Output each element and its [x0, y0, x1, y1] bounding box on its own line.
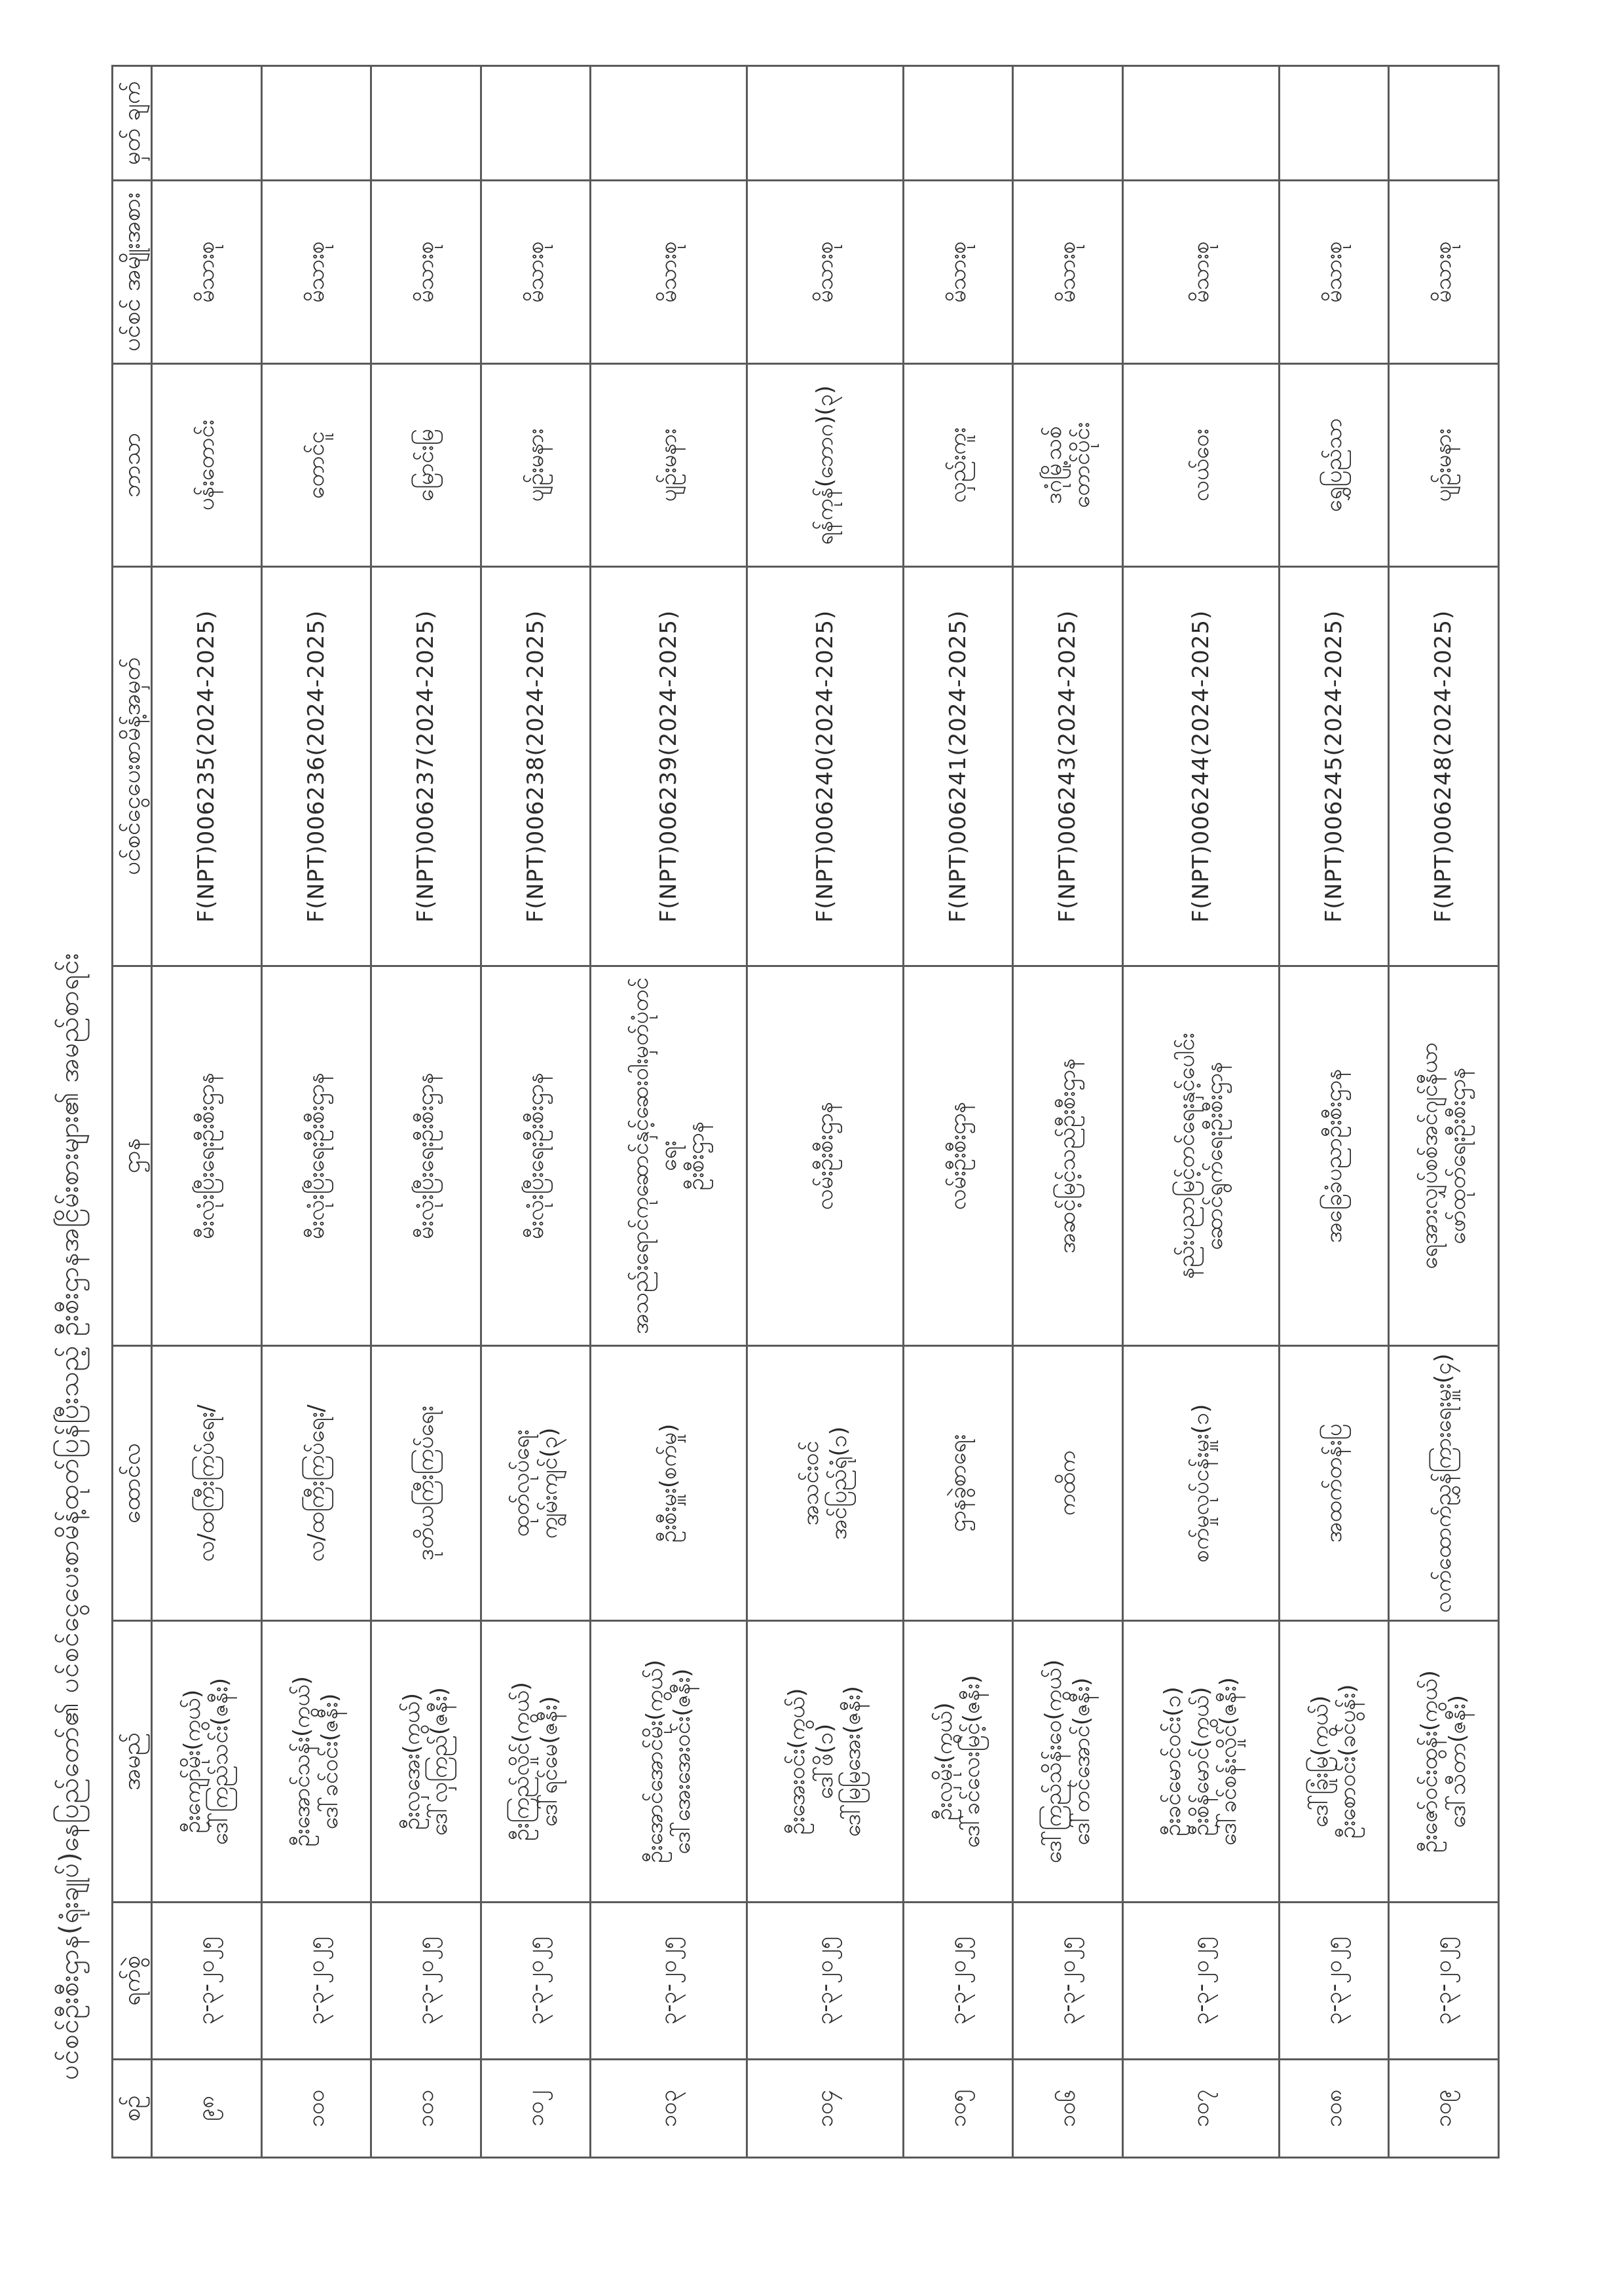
cell-town: ပျဉ်းမနား [1389, 364, 1499, 567]
header-date: ရက်စွဲ [113, 1903, 152, 2060]
cell-remark [903, 66, 1013, 181]
cell-name-line: ဦးဇော်ဝင်းထွန်း(ကွယ်) [1416, 1670, 1443, 1853]
cell-position-line: အင်ပြည်ရုံ(၁) [825, 1426, 852, 1540]
cell-category: မိသားစု [481, 181, 591, 364]
cell-name [261, 1621, 371, 1903]
cell-name-line: ဦးအောင်အောင်မိုး(ကွယ်) [641, 1660, 668, 1863]
cell-department-line: ဦးစီးဌာန [683, 1121, 710, 1191]
cell-date: ၃-၃-၂၀၂၅ [1389, 1903, 1499, 2060]
cell-date: ၃-၃-၂၀၂၅ [591, 1903, 747, 2060]
table-row [747, 66, 904, 2158]
cell-no: ၁၀၇ [1122, 2060, 1279, 2158]
table-header-row [113, 66, 152, 2158]
header-remark: မှတ် ချက် [113, 66, 152, 181]
cell-name [1122, 1621, 1279, 1903]
cell-reg-number: F(NPT)006244(2024-2025) [1122, 567, 1279, 966]
cell-department: အဆင့်မြင့်သည်ဦးစီးဌာန [1013, 966, 1123, 1346]
cell-reg-number: F(NPT)006245(2024-2025) [1279, 567, 1389, 966]
table-row [261, 66, 371, 2158]
cell-position: ဒုတိယကြီးကြပ်ရေး [371, 1346, 481, 1621]
cell-category: မိသားစု [591, 181, 747, 364]
table-row [481, 66, 591, 2158]
table-row [1389, 66, 1499, 2158]
cell-position: လက်ထောက်ညွှန်ကြားရေးမှူး(၄) [1389, 1346, 1499, 1621]
cell-remark [152, 66, 262, 181]
cell-category: မိသားစု [1389, 181, 1499, 364]
table-row [371, 66, 481, 2158]
cell-category: မိသားစု [371, 181, 481, 364]
cell-no: ၁၀၃ [591, 2060, 747, 2158]
cell-no: ၁၀၅ [903, 2060, 1013, 2158]
cell-remark [371, 66, 481, 181]
cell-position: လ/ထကြီးကြပ်ရေး/ [261, 1346, 371, 1621]
cell-town-line: တောင်ပိုင်း [1068, 422, 1095, 509]
cell-position: ကထိက [1013, 1346, 1123, 1621]
header-reg-number: ပင်စင်ငွေပေးစာမိန့်အမှတ် [113, 567, 152, 966]
cell-department: လမ်းဦးစီးဌာန [747, 966, 904, 1346]
cell-reg-number: F(NPT)006236(2024-2025) [261, 567, 371, 966]
cell-name-line: ဦးစောဝင်း(ခင်ပွန်း) [1335, 1684, 1361, 1839]
cell-category: မိသားစု [1279, 181, 1389, 364]
cell-name-line: ဒေါ်ဖိ(၁) [811, 1723, 838, 1800]
cell-name [1013, 1621, 1123, 1903]
cell-date: ၃-၃-၂၀၂၅ [1013, 1903, 1123, 2060]
cell-name-line: ဒေါ်ခင်ဝင်း(ဇနီး) [316, 1693, 343, 1830]
cell-remark [481, 66, 591, 181]
cell-category: မိသားစု [261, 181, 371, 364]
cell-date: ၃-၃-၂၀၂၅ [903, 1903, 1013, 2060]
cell-name [152, 1621, 262, 1903]
cell-name-line: ဦးအောင်သန်း(ကွယ်) [289, 1676, 316, 1847]
table-row [903, 66, 1013, 2158]
cell-no: ၁၀၆ [1013, 2060, 1123, 2158]
cell-position: ဌာနခွဲစာရေး [903, 1346, 1013, 1621]
cell-town: ရန်ကုန်(ဘောဂ)(၃) [747, 364, 904, 567]
cell-position-line: အသင်းဝင် [798, 1440, 824, 1526]
cell-town: မြောင်းမြ [371, 364, 481, 567]
cell-department-line: ဖော်ထုတ်ရေးဦးစီးဌာန [1444, 1067, 1471, 1245]
cell-name-line: ဒေါ်သီတာ(ဇနီး) [1444, 1694, 1471, 1829]
cell-remark [1122, 66, 1279, 181]
cell-town [1013, 364, 1123, 567]
table-row [152, 66, 262, 2158]
cell-reg-number: F(NPT)006237(2024-2025) [371, 567, 481, 966]
cell-name-line: ဦးလှအေး(ကွယ်) [398, 1692, 425, 1831]
cell-town: ရွှေပြည်သာ [1279, 364, 1389, 567]
cell-no: ၁၀၈ [1279, 2060, 1389, 2158]
cell-date: ၃-၃-၂၀၂၅ [152, 1903, 262, 2060]
cell-name-line: ဒေါ်ခင်စန်းလှိုင်(ဇနီး) [1215, 1677, 1242, 1846]
cell-name [903, 1621, 1013, 1903]
cell-department [1122, 966, 1279, 1346]
table-body [152, 66, 1499, 2158]
cell-department: အခြေခံပညာဦးစီးဌာန [1279, 966, 1389, 1346]
cell-position: အထက်တန်းပြ [1279, 1346, 1389, 1621]
cell-remark [261, 66, 371, 181]
cell-reg-number: F(NPT)006241(2024-2025) [903, 567, 1013, 966]
cell-date: ၃-၃-၂၀၂၅ [1122, 1903, 1279, 2060]
cell-reg-number: F(NPT)006238(2024-2025) [481, 567, 591, 966]
table-row [1122, 66, 1279, 2158]
cell-department-line: နည်းပညာမြင့်တင်ရေးနှင့်ပေါင်း [1173, 1032, 1200, 1279]
header-town: ဘာသာ [113, 364, 152, 567]
cell-position: လ/ထကြီးကြပ်ရေး/ [152, 1346, 262, 1621]
cell-remark [1279, 66, 1389, 181]
document-title: ပင်စင်ဦးစီးဌာန(ရုံးချုပ်)နေပြည်တော်၏ ပင်စင်ငွေပေးစာမိန့်ထုတ်ပြန်ပြီးသည့် ဦးစီးဌာနအငြိမ်းစားများ၏ အမည်စာရင်း [54, 953, 84, 2080]
cell-date: ၃-၃-၂၀၂၅ [1279, 1903, 1389, 2060]
cell-department: လမ်းဦးစီးဌာန [903, 966, 1013, 1346]
cell-name-line: ဒေါ်အေးအေးဝင်း(ဇနီး) [669, 1668, 696, 1855]
cell-name [591, 1621, 747, 1903]
cell-remark [747, 66, 904, 181]
cell-no: ၁၀၁ [371, 2060, 481, 2158]
cell-reg-number: F(NPT)006239(2024-2025) [591, 567, 747, 966]
cell-category: မိသားစု [903, 181, 1013, 364]
cell-name-line: ဒေါ်ရင်မေ(ဇနီး) [536, 1696, 563, 1827]
cell-position: ဦးစီးမှူး(စက်မှု) [591, 1346, 747, 1621]
cell-department: မီးလုံးပြီးရေးဦးစီးဌာန [261, 966, 371, 1346]
cell-remark [1013, 66, 1123, 181]
cell-position [747, 1346, 904, 1621]
cell-name-line: ဒေါ်လှကြည်(ဇနီး) [426, 1687, 453, 1836]
cell-town: ပျဉ်းမနား [481, 364, 591, 567]
cell-name [1279, 1621, 1389, 1903]
cell-position: စက်မှုလုပ်ငန်းမှူး(၁) [1122, 1346, 1279, 1621]
cell-town: ပန်းတောင်း [152, 364, 262, 567]
cell-town-line: ဒဂုံမြို့သစ် [1041, 426, 1067, 505]
cell-date: ၃-၃-၂၀၂၅ [371, 1903, 481, 2060]
cell-remark [591, 66, 747, 181]
cell-name-line: ဒေါ်ခင်လေးမြင့်(ဇနီး) [959, 1675, 986, 1848]
table-row [591, 66, 747, 2158]
cell-name-line: ဦးခင်မောင်ဝင်း(၁) [1160, 1686, 1187, 1836]
cell-name-line: ဒေါ်ကြည်သင်း(ဇနီး) [207, 1677, 234, 1846]
cell-name [747, 1621, 904, 1903]
header-no: စဉ် [113, 2060, 152, 2158]
header-department: ဌာန [113, 966, 152, 1346]
cell-name-line: ဦးကျော်မိုး(ကွယ်) [179, 1689, 206, 1834]
cell-name-line: ဒေါ်ခြုံးမြ(ကွယ်) [1306, 1695, 1333, 1828]
cell-name-line: ဦးစိန်မောင်(ကွယ်) [1187, 1686, 1214, 1836]
cell-reg-number: F(NPT)006235(2024-2025) [152, 567, 262, 966]
cell-town: လယ်ဝေး [1122, 364, 1279, 567]
cell-town: ပျဉ်းမနား [591, 364, 747, 567]
cell-department-line: အသည်းရောင်ကုဆောင်နှင့်ဆေးဝါးမှတ်ပုံတင်ရေး [627, 977, 682, 1335]
cell-category: မိသားစု [152, 181, 262, 364]
cell-department [1389, 966, 1499, 1346]
cell-category: မိသားစု [747, 181, 904, 364]
pension-table [111, 65, 1500, 2159]
cell-name-line: ဒေါ်ကြည်သိန်းဝေ(ကွယ်) [1041, 1659, 1067, 1864]
cell-date: ၃-၃-၂၀၂၅ [747, 1903, 904, 2060]
cell-department: မီးလုံးပြီးရေးဦးစီးဌာန [152, 966, 262, 1346]
table-row [1279, 66, 1389, 2158]
cell-name-line: ဒေါ်မြမြအေး(ဇနီး) [840, 1686, 866, 1837]
cell-town: လှည်းကူး [903, 364, 1013, 567]
cell-department: မီးလုံးပြီးရေးဦးစီးဌာန [371, 966, 481, 1346]
header-name: အမည် [113, 1621, 152, 1903]
cell-no: ၁၀၂ [481, 2060, 591, 2158]
cell-name [371, 1621, 481, 1903]
cell-category: မိသားစု [1013, 181, 1123, 364]
table-row [1013, 66, 1123, 2158]
cell-name-line: ဦးအေးဝင်း(ကွယ်) [784, 1688, 811, 1835]
cell-reg-number: F(NPT)006240(2024-2025) [747, 567, 904, 966]
cell-name-line: ဦးကြည်လှိုင်(ကွယ်) [508, 1682, 535, 1841]
cell-no: ၁၀၀ [261, 2060, 371, 2158]
cell-name-line: ဒေါ်တင်အောင်(ဇနီး) [1068, 1677, 1095, 1846]
cell-department-line: ရေအားလျှပ်စစ်အင်ဂျင်နီယာ [1416, 1042, 1443, 1269]
cell-no: ၉၈ [152, 2060, 262, 2158]
cell-reg-number: F(NPT)006248(2024-2025) [1389, 567, 1499, 966]
cell-reg-number: F(NPT)006243(2024-2025) [1013, 567, 1123, 966]
cell-position-line: ထုတ်လုပ်ရေး [508, 1429, 535, 1537]
cell-name-line: ဦးလှမိုး(ကွယ်) [931, 1702, 957, 1821]
cell-no: ၁၀၄ [747, 2060, 904, 2158]
cell-department [591, 966, 747, 1346]
cell-no: ၁၀၉ [1389, 2060, 1499, 2158]
cell-name [481, 1621, 591, 1903]
cell-department-line: ဆောင်ရွက်ရေးဦးစီးဌာန [1201, 1061, 1228, 1250]
cell-position [481, 1346, 591, 1621]
cell-name [1389, 1621, 1499, 1903]
cell-remark [1389, 66, 1499, 181]
cell-department: မီးလုံးပြီးရေးဦးစီးဌာန [481, 966, 591, 1346]
cell-town: တောင်ငူ [261, 364, 371, 567]
cell-position-line: ကျွမ်းကျင်(၃) [536, 1427, 563, 1539]
cell-category: မိသားစု [1122, 181, 1279, 364]
cell-date: ၃-၃-၂၀၂၅ [261, 1903, 371, 2060]
cell-date: ၃-၃-၂၀၂၅ [481, 1903, 591, 2060]
header-position: ထောင်လ [113, 1346, 152, 1621]
header-category: ပင်စင် အမျိုးအစား [113, 181, 152, 364]
